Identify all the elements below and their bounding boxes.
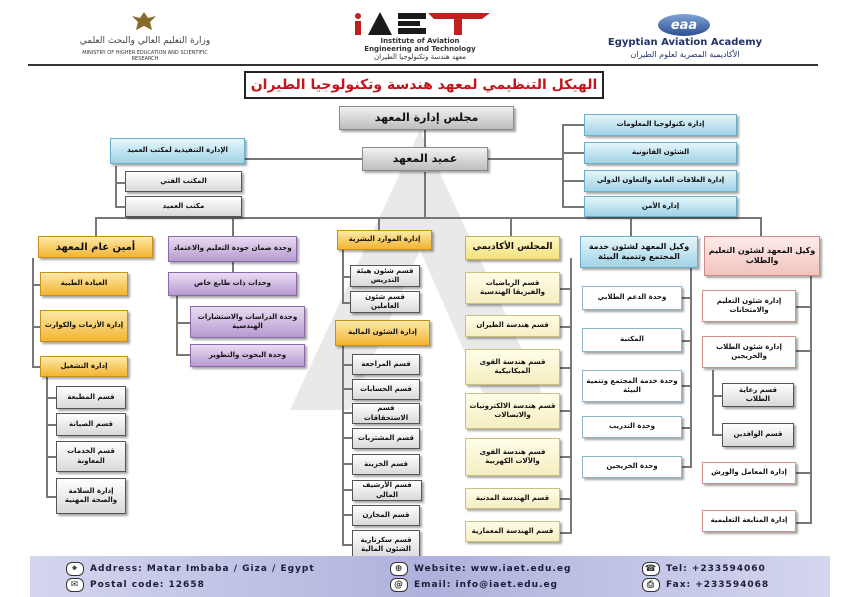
- quality-assurance-box: وحدة ضمان جودة التعليم والاعتماد: [168, 236, 297, 262]
- connector: [115, 182, 125, 184]
- location-icon: ⌖: [66, 562, 84, 576]
- community-service-box: وحدة خدمة المجتمع وتنمية البيئة: [582, 370, 682, 402]
- technical-office-box: المكتب الفني: [125, 171, 242, 192]
- operations-box: إدارة التشغيل: [40, 356, 128, 377]
- ministry-eagle-icon: [130, 10, 158, 34]
- connector: [46, 424, 56, 426]
- connector: [562, 124, 564, 208]
- connector: [32, 326, 40, 328]
- secretary-general-box: أمين عام المعهد: [38, 236, 153, 258]
- connector: [342, 514, 352, 516]
- student-support-box: وحدة الدعم الطلابي: [582, 286, 682, 310]
- financial-affairs-box: إدارة الشئون المالية: [335, 320, 430, 346]
- connector: [682, 297, 692, 299]
- student-affairs-box: إدارة شئون الطلاب والخريجين: [702, 336, 796, 368]
- human-resources-box: إدارة الموارد البشرية: [337, 230, 432, 250]
- financial-archive-box: قسم الأرشيف المالي: [352, 480, 422, 501]
- connector: [32, 366, 40, 368]
- connector: [342, 276, 350, 278]
- connector: [510, 217, 512, 236]
- connector: [95, 217, 761, 219]
- connector: [342, 437, 352, 439]
- connector: [560, 498, 572, 500]
- legal-affairs-box: الشئون القانونية: [584, 142, 737, 164]
- connector: [115, 166, 117, 208]
- footer-fax: [642, 578, 769, 592]
- header: [0, 0, 845, 66]
- connector: [115, 206, 125, 208]
- connector: [760, 217, 762, 236]
- connector: [712, 434, 722, 436]
- connector: [796, 350, 812, 352]
- fax-text: Fax: +233594068: [666, 580, 770, 590]
- dean-box: عميد المعهد: [362, 147, 488, 171]
- footer-website: [390, 562, 571, 576]
- treasury-box: قسم الخزينة: [352, 454, 420, 475]
- connector: [570, 258, 572, 534]
- connector: [342, 489, 352, 491]
- connector: [810, 276, 812, 524]
- footer-email: [390, 578, 558, 592]
- ministry-name-ar: وزارة التعليم العالي والبحث العلمي: [79, 36, 211, 46]
- eaa-name-en: Egyptian Aviation Academy: [607, 37, 763, 48]
- aerospace-dept-box: قسم هندسة الطيران: [465, 315, 560, 337]
- eaa-badge-icon: [658, 14, 710, 36]
- connector: [32, 284, 40, 286]
- security-box: إدارة الأمن: [584, 196, 737, 217]
- training-unit-box: وحدة التدريب: [582, 416, 682, 438]
- header-divider: [28, 64, 818, 66]
- connector: [560, 326, 572, 328]
- connector: [176, 322, 190, 324]
- connector: [562, 180, 584, 182]
- globe-icon: ⊕: [390, 562, 408, 576]
- connector: [32, 258, 34, 368]
- connector: [342, 346, 344, 546]
- print-shop-box: قسم المطبعة: [56, 386, 126, 409]
- connector: [488, 158, 562, 160]
- connector: [796, 522, 812, 524]
- architecture-dept-box: قسم الهندسة المعمارية: [465, 521, 560, 542]
- website-text[interactable]: Website: www.iaet.edu.eg: [414, 564, 572, 574]
- connector: [424, 172, 426, 218]
- connector: [630, 217, 632, 236]
- board-of-directors-box: مجلس إدارة المعهد: [339, 106, 514, 130]
- special-units-box: وحدات ذات طابع خاص: [168, 272, 297, 296]
- connector: [712, 395, 722, 397]
- connector: [712, 370, 714, 436]
- footer: [30, 556, 830, 597]
- iaet-line1: Institute of Aviation: [380, 37, 460, 45]
- connector: [682, 427, 692, 429]
- connector: [46, 456, 56, 458]
- connector: [46, 376, 48, 498]
- procurement-box: قسم المشتريات: [352, 428, 420, 449]
- fax-icon: ⎙: [642, 578, 660, 592]
- connector: [46, 397, 56, 399]
- medical-clinic-box: العيادة الطبية: [40, 272, 128, 296]
- it-department-box: إدارة تكنولوجيا المعلومات: [584, 114, 737, 136]
- accounts-box: قسم الحسابات: [352, 379, 420, 400]
- connector: [562, 206, 584, 208]
- iaet-logo-mark-icon: [350, 10, 490, 36]
- connector: [342, 544, 352, 546]
- connector: [682, 385, 692, 387]
- dean-office-box: مكتب العميد: [125, 196, 242, 217]
- connector: [796, 306, 812, 308]
- footer-postal: [66, 578, 205, 592]
- international-students-box: قسم الوافدين: [722, 423, 794, 447]
- education-vice-dean-box: وكيل المعهد لشئون التعليم والطلاب: [704, 236, 820, 276]
- at-sign-icon: @: [390, 578, 408, 592]
- footer-tel: [642, 562, 766, 576]
- mailbox-icon: ✉: [66, 578, 84, 592]
- crisis-management-box: إدارة الأزمات والكوارث: [40, 310, 128, 342]
- connector: [378, 217, 380, 230]
- connector: [342, 302, 350, 304]
- iaet-line2: Engineering and Technology: [364, 45, 476, 53]
- support-services-box: قسم الخدمات المعاونة: [56, 441, 126, 472]
- education-followup-box: إدارة المتابعة التعليمية: [702, 510, 796, 532]
- connector: [560, 532, 572, 534]
- postal-text: Postal code: 12658: [90, 580, 205, 590]
- maintenance-box: قسم الصيانة: [56, 413, 126, 436]
- connector: [342, 463, 352, 465]
- ministry-name-en: MINISTRY OF HIGHER EDUCATION AND SCIENTIFIC RESEARCH: [82, 50, 208, 62]
- education-exams-box: إدارة شئون التعليم والامتحانات: [702, 290, 796, 322]
- footer-address: [66, 562, 315, 576]
- connector: [682, 466, 692, 468]
- electrical-power-dept-box: قسم هندسة القوى والآلات الكهربية: [465, 438, 560, 476]
- staff-affairs-box: قسم شئون العاملين: [350, 291, 420, 313]
- student-welfare-box: قسم رعاية الطلاب: [722, 383, 794, 407]
- connector: [796, 472, 812, 474]
- research-development-box: وحدة البحوث والتطوير: [190, 344, 305, 367]
- audit-box: قسم المراجعة: [352, 354, 420, 375]
- executive-office-box: الإدارة التنفيذية لمكتب العميد: [110, 138, 245, 164]
- connector: [682, 340, 692, 342]
- connector: [560, 456, 572, 458]
- engineering-consulting-box: وحدة الدراسات والاستشارات الهندسية: [190, 306, 305, 338]
- connector: [562, 124, 584, 126]
- connector: [176, 354, 190, 356]
- occupational-safety-box: إدارة السلامة والصحة المهنية: [56, 478, 126, 514]
- faculty-affairs-box: قسم شئون هيئة التدريس: [350, 265, 420, 287]
- phone-icon: ☎: [642, 562, 660, 576]
- connector: [232, 262, 234, 272]
- iaet-line3: معهد هندسة وتكنولوجيا الطيران: [374, 53, 466, 61]
- electronics-comm-dept-box: قسم هندسة الالكترونيات والاتصالات: [465, 393, 560, 429]
- iaet-logo: [350, 10, 490, 36]
- library-box: المكتبة: [582, 328, 682, 352]
- tel-text: Tel: +233594060: [666, 564, 766, 574]
- civil-dept-box: قسم الهندسة المدنية: [465, 488, 560, 509]
- address-text: Address: Matar Imbaba / Giza / Egypt: [90, 564, 315, 574]
- connector: [424, 130, 426, 148]
- email-text[interactable]: Email: info@iaet.edu.eg: [414, 580, 558, 590]
- connector: [95, 217, 97, 236]
- connector: [342, 388, 352, 390]
- connector: [342, 412, 352, 414]
- connector: [232, 217, 234, 236]
- connector: [560, 288, 572, 290]
- math-physics-dept-box: قسم الرياضيات والفيزيقا الهندسية: [465, 272, 560, 304]
- connector: [560, 367, 572, 369]
- connector: [46, 496, 56, 498]
- alumni-unit-box: وحدة الخريجين: [582, 456, 682, 478]
- entitlements-box: قسم الاستحقاقات: [352, 403, 420, 424]
- connector: [560, 410, 572, 412]
- connector: [562, 152, 584, 154]
- warehouses-box: قسم المخازن: [352, 505, 420, 526]
- financial-secretariat-box: قسم سكرتارية الشئون المالية: [352, 530, 420, 560]
- community-vice-dean-box: وكيل المعهد لشئون خدمة المجتمع وتنمية البيئة: [580, 236, 698, 268]
- eaa-badge-text: eaa: [670, 17, 698, 33]
- page-title: الهيكل التنظيمي لمعهد هندسة وتكنولوجيا الطيران: [244, 71, 604, 99]
- labs-workshops-box: إدارة المعامل والورش: [702, 462, 796, 484]
- connector: [176, 296, 178, 356]
- public-relations-box: إدارة العلاقات العامة والتعاون الدولي: [584, 170, 737, 192]
- academic-council-box: المجلس الأكاديمي: [465, 236, 560, 260]
- eaa-name-ar: الأكاديمية المصرية لعلوم الطيران: [630, 50, 740, 59]
- mechanical-power-dept-box: قسم هندسة القوى الميكانيكية: [465, 349, 560, 385]
- connector: [342, 364, 352, 366]
- connector: [245, 158, 363, 160]
